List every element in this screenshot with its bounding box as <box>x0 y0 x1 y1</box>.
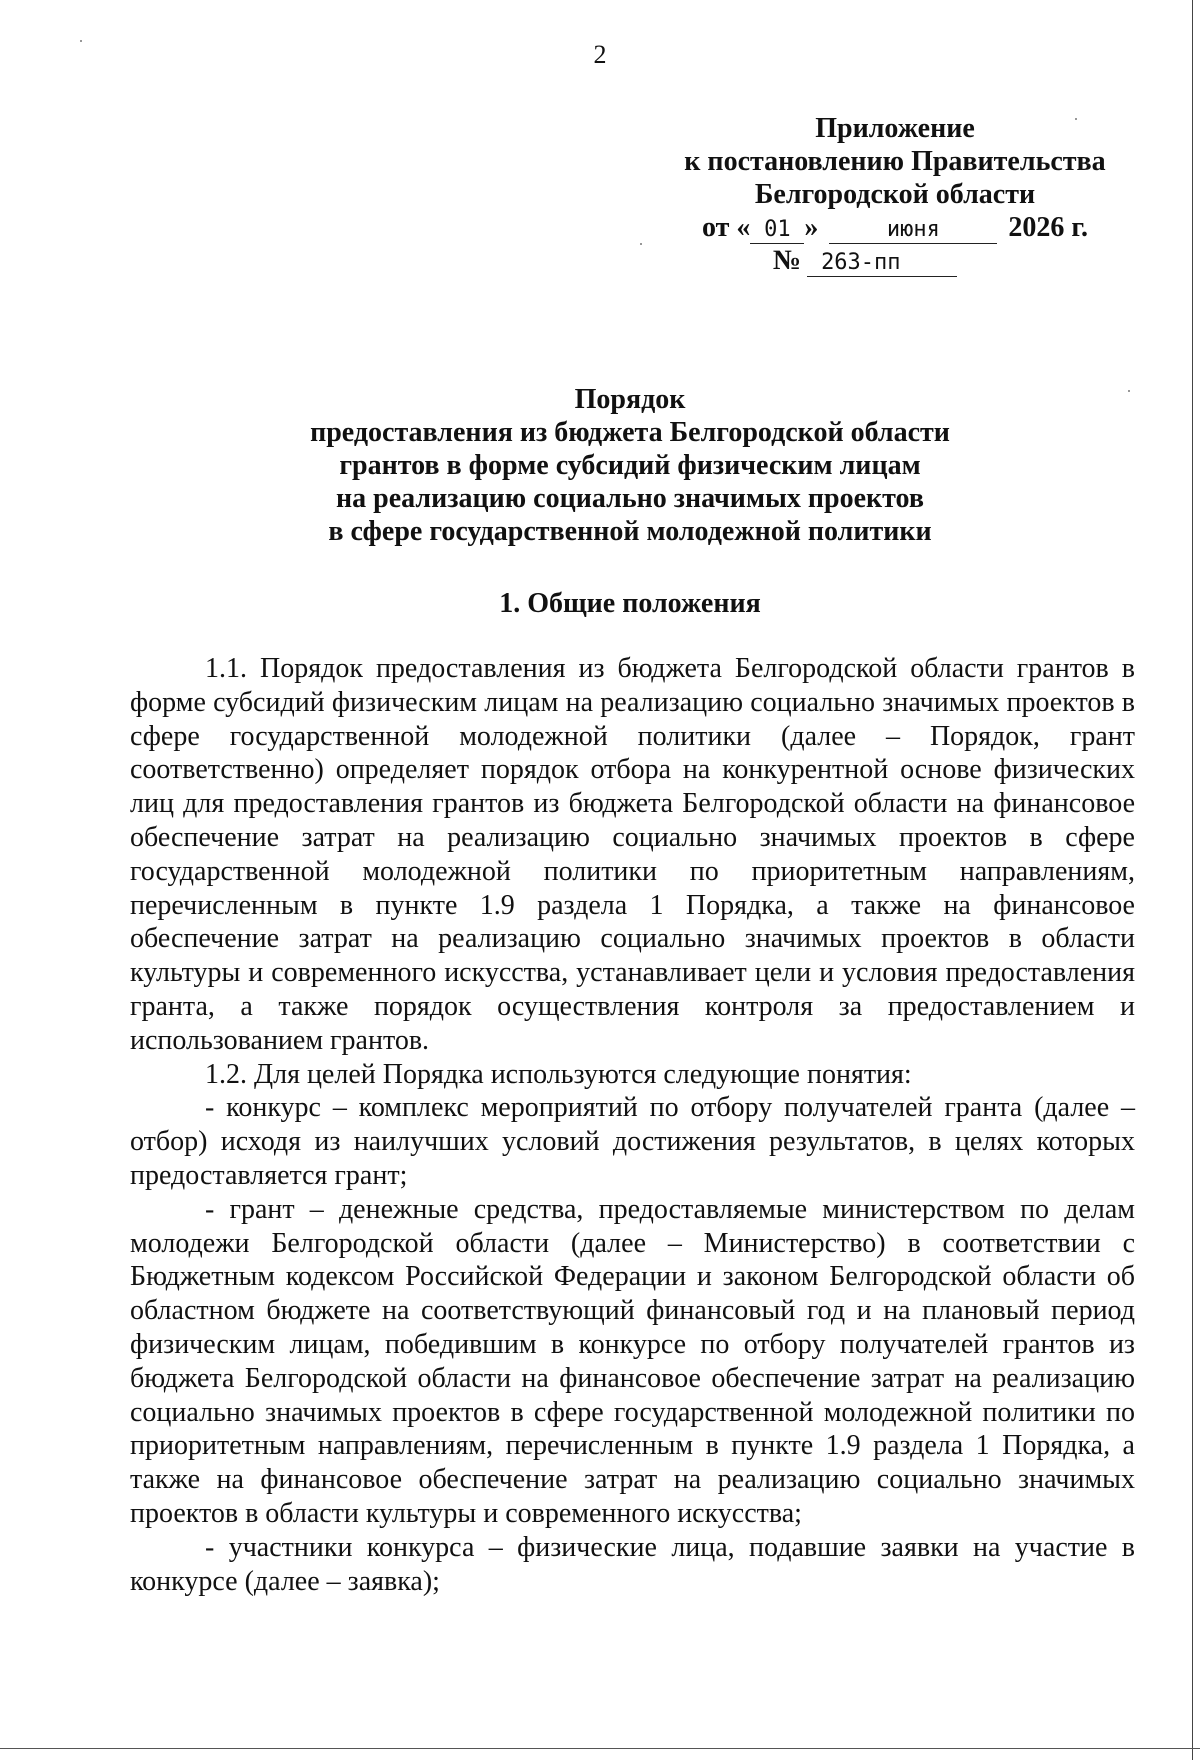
date-year: 2026 г. <box>1008 212 1088 243</box>
page-number: 2 <box>593 40 607 69</box>
definition-participants: - участники конкурса – физические лица, подавшие заявки на участие в конкурсе (далее – заявка); <box>130 1531 1135 1597</box>
scan-edge-bottom <box>0 1748 1200 1749</box>
scan-speck <box>1128 390 1130 392</box>
definition-grant: - грант – денежные средства, предоставляемые министерством по делам молодежи Белгородской области (далее – Министерство) в соответствии с Бюджетным кодексом Российской Федерации и законом Белгородской области об областном бюджете на соответствующий финансовый год и на плановый период физическим лицам, победившим в конкурсе по отбору получателей грантов из бюджета Белгородской области на финансовое обеспечение затрат на реализацию социально значимых проектов в сфере государственной молодежной политики по приоритетным направлениям, перечисленным в пункте 1.9 раздела 1 Порядка, а также на финансовое обеспечение затрат на реализацию социально значимых проектов в области культуры и современного искусства; <box>130 1193 1135 1529</box>
paragraph-1-1: 1.1. Порядок предоставления из бюджета Белгородской области грантов в форме субсидий физическим лицам на реализацию социально значимых проектов в сфере государственной молодежной политики (далее – Порядок, грант соответственно) определяет порядок отбора на конкурентной основе физических лиц для предоставления грантов из бюджета Белгородской области на финансовое обеспечение затрат на реализацию социально значимых проектов в сфере государственной молодежной политики по приоритетным направлениям, перечисленным в пункте 1.9 раздела 1 Порядка, а также на финансовое обеспечение затрат на реализацию социально значимых проектов в области культуры и современного искусства, устанавливает цели и условия предоставления гранта, а также порядок осуществления контроля за предоставлением и использованием грантов. <box>130 653 1135 1056</box>
appendix-line-1: Приложение <box>815 113 975 144</box>
document-number: 263-пп <box>807 250 957 277</box>
appendix-number-row <box>660 244 1130 277</box>
document-title <box>180 383 1080 548</box>
date-prefix: от « <box>702 212 751 243</box>
appendix-line-2: к постановлению Правительства <box>684 146 1106 177</box>
section-heading: 1. Общие положения <box>499 588 761 619</box>
title-line: на реализацию социально значимых проектов <box>336 483 924 514</box>
paragraph-1-2: 1.2. Для целей Порядка используются следующие понятия: <box>205 1058 912 1090</box>
title-line: в сфере государственной молодежной политики <box>328 516 932 547</box>
date-month: июня <box>829 217 997 244</box>
body-text <box>130 652 1135 1598</box>
title-line: предоставления из бюджета Белгородской области <box>310 417 950 448</box>
scan-edge-right <box>1192 0 1193 1760</box>
definition-contest: - конкурс – комплекс мероприятий по отбору получателей гранта (далее – отбор) исходя из наилучших условий достижения результатов, в целях которых предоставляется грант; <box>130 1092 1135 1191</box>
date-day: 01 <box>750 217 804 244</box>
title-line: Порядок <box>574 384 686 415</box>
appendix-line-3: Белгородской области <box>754 179 1036 210</box>
number-prefix: № <box>772 245 802 276</box>
appendix-date-row <box>660 211 1130 244</box>
date-mid: » <box>804 212 819 243</box>
appendix-header <box>660 112 1130 277</box>
title-line: грантов в форме субсидий физическим лицам <box>339 450 921 481</box>
scan-speck <box>640 243 642 245</box>
